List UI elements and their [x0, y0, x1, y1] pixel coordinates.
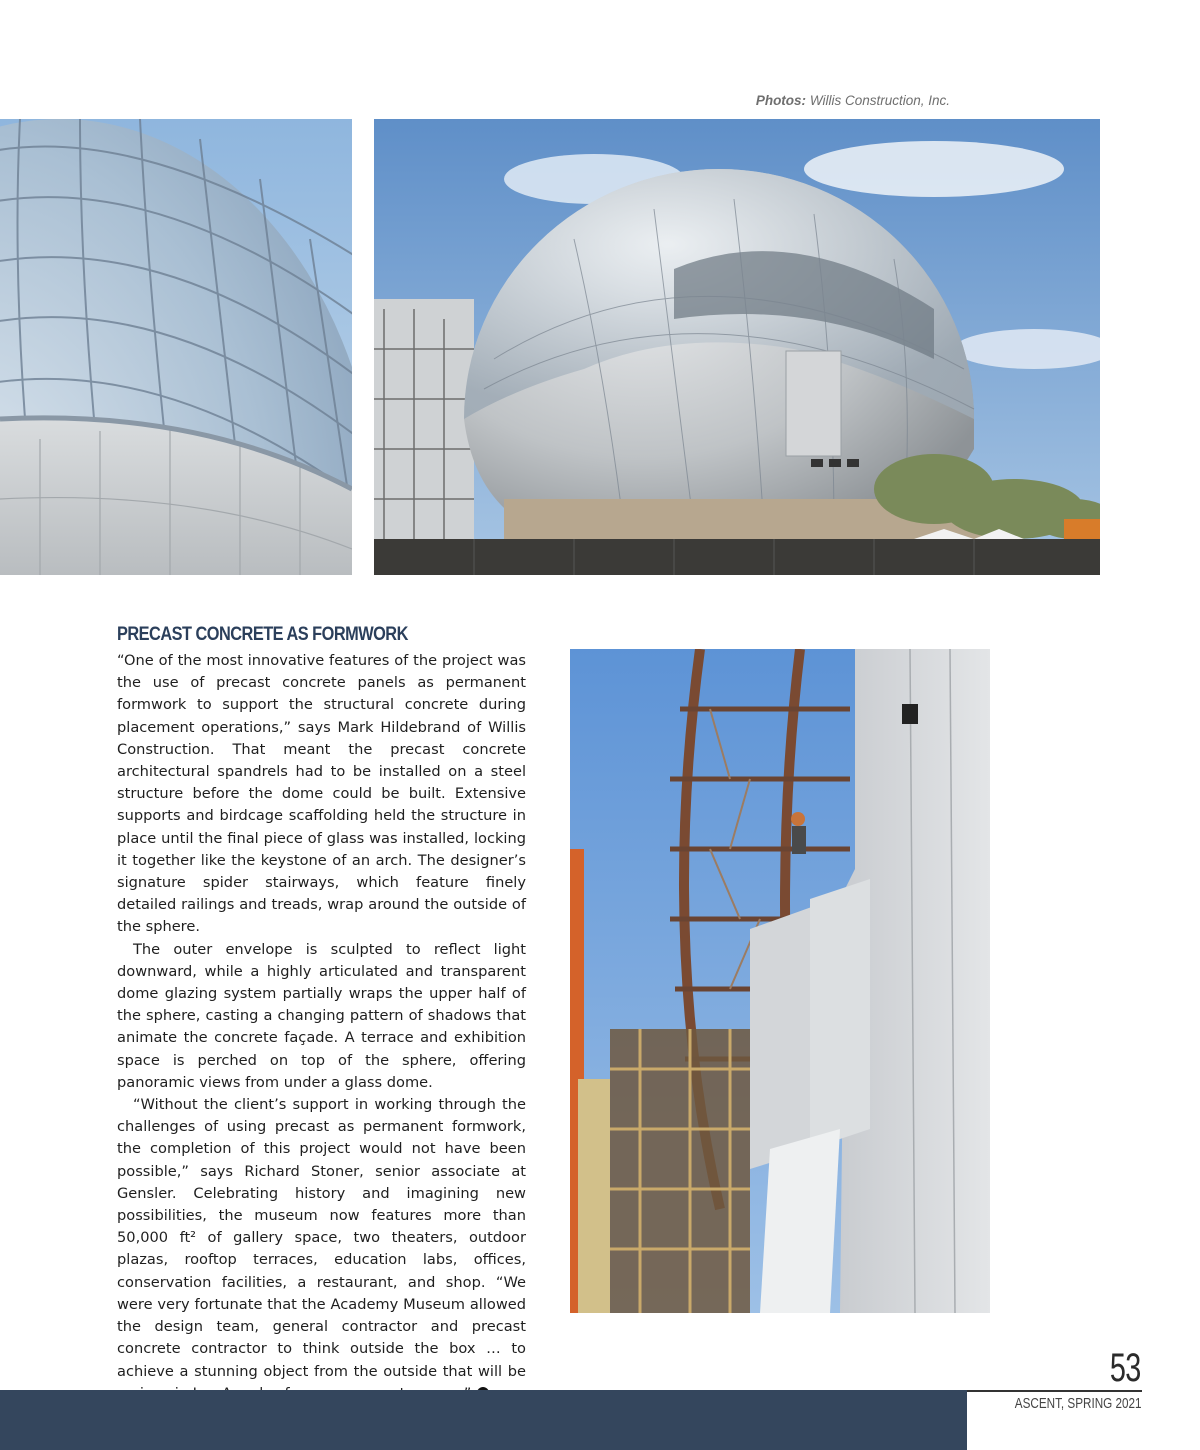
photo-credit: [560, 93, 950, 108]
issue-label: ASCENT, SPRING 2021: [1015, 1395, 1142, 1412]
academy-museum-sphere-photo: [374, 119, 1100, 575]
footer-bar: [0, 1390, 967, 1450]
glass-dome-closeup-photo: [0, 119, 352, 575]
article-body: [117, 650, 526, 1405]
photo-credit-label: Photos:: [755, 93, 807, 108]
paragraph-1: “One of the most innovative features of the project was the use of precast concrete panels as permanent formwork to support the structural concrete during placement operations,” says Mark Hildebrand of Willis Construction. That meant the precast concrete architectural spandrels had to be installed on a steel structure before the dome could be built. Extensive supports and birdcage scaffolding held the structure in place until the final piece of glass was installed, locking it together like the keystone of an arch. The designer’s signature spider stairways, which feature finely detailed railings and treads, wrap around the outside of the sphere.: [117, 652, 526, 936]
section-heading: PRECAST CONCRETE AS FORMWORK: [117, 624, 408, 645]
paragraph-3-text: “Without the client’s support in working through the challenges of using precast as permanent formwork, the completion of this project would not have been possible,” says Richard Stoner, senior associate at Gensler. Celebrating history and imagining new possibilities, the museum now features more than 50,000 ft² of gallery space, two theaters, outdoor plazas, rooftop terraces, education labs, offices, conservation facilities, a restaurant, and shop. “We were very fortunate that the Academy Museum allowed the design team, general contractor and precast concrete contractor to think outside the box … to achieve a stunning object from the outside that will be: [117, 1096, 526, 1380]
photo-credit-name: Willis Construction, Inc.: [809, 93, 950, 108]
paragraph-2: The outer envelope is sculpted to reflect light downward, while a highly articulated and transparent dome glazing system partially wraps the upper half of the sphere, casting a changing pattern of shadows that animate the concrete façade. A terrace and exhibition space is perched on top of the sphere, offering panoramic views from under a glass dome.: [117, 940, 526, 1091]
page-number: 53: [1109, 1346, 1140, 1390]
footer-rule: [967, 1390, 1142, 1392]
paragraph-3: [117, 1094, 526, 1405]
precast-panel-installation-photo: [570, 649, 990, 1313]
